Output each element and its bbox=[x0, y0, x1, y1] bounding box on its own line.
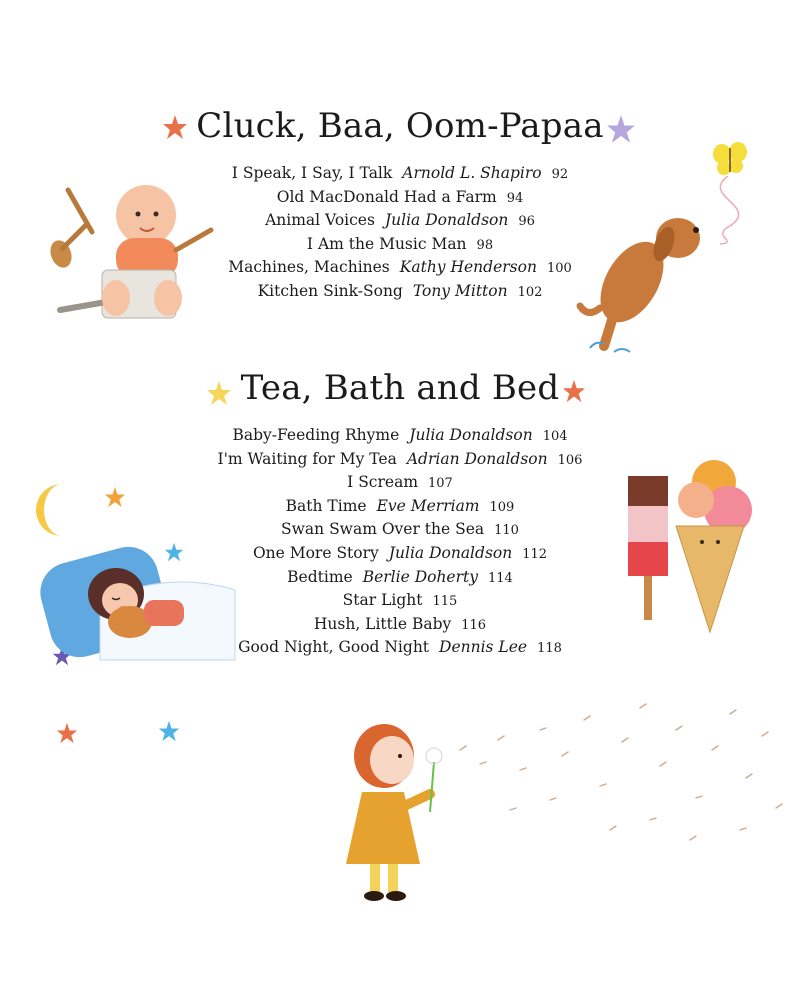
entry-page: 112 bbox=[522, 546, 548, 562]
entry-title: One More Story bbox=[252, 543, 379, 562]
entry-title: Machines, Machines bbox=[228, 258, 390, 277]
entry-author: Arnold L. Shapiro bbox=[402, 164, 542, 182]
butterfly-icon bbox=[700, 136, 770, 246]
girl-dandelion-illustration bbox=[334, 712, 454, 912]
entry-author: Julia Donaldson bbox=[409, 426, 533, 444]
entry-title: I'm Waiting for My Tea bbox=[217, 449, 397, 468]
entry-author: Adrian Donaldson bbox=[406, 449, 548, 468]
sleeping-child-illustration bbox=[40, 530, 240, 670]
star-icon bbox=[206, 380, 232, 406]
entry-title: Baby-Feeding Rhyme bbox=[232, 426, 400, 444]
entry-title: I Scream bbox=[347, 473, 419, 492]
entry-title: Hush, Little Baby bbox=[313, 614, 452, 633]
entry-page: 118 bbox=[537, 641, 562, 657]
star-icon bbox=[606, 114, 636, 144]
entry-title: Star Light bbox=[342, 591, 423, 610]
entry-author: Dennis Lee bbox=[439, 638, 528, 657]
entry-page: 115 bbox=[432, 594, 458, 610]
entry-page: 102 bbox=[517, 284, 543, 300]
entry-page: 96 bbox=[518, 214, 535, 230]
entry-page: 104 bbox=[542, 429, 568, 444]
entry-title: I Speak, I Say, I Talk bbox=[231, 164, 393, 182]
entry-page: 110 bbox=[494, 523, 519, 539]
entry-title: Old MacDonald Had a Farm bbox=[276, 187, 497, 206]
entry-page: 107 bbox=[428, 476, 453, 492]
toc-entry[interactable] bbox=[0, 424, 800, 448]
star-icon bbox=[104, 486, 126, 508]
star-icon bbox=[158, 720, 180, 742]
entry-page: 106 bbox=[557, 452, 583, 468]
entry-author: Tony Mitton bbox=[412, 281, 508, 300]
entry-title: Bath Time bbox=[285, 496, 367, 515]
ice-cream-illustration bbox=[624, 456, 754, 636]
entry-author: Julia Donaldson bbox=[384, 211, 509, 230]
entry-page: 100 bbox=[546, 261, 572, 277]
dog-illustration bbox=[570, 200, 710, 360]
entry-title: Bedtime bbox=[287, 567, 353, 586]
entry-author: Berlie Doherty bbox=[362, 567, 478, 586]
section-title-cluck: Cluck, Baa, Oom-Papaa bbox=[196, 106, 604, 146]
entry-page: 114 bbox=[488, 570, 513, 586]
dandelion-seeds-decoration bbox=[450, 690, 790, 870]
entry-title: Kitchen Sink-Song bbox=[257, 281, 403, 300]
star-icon bbox=[162, 114, 188, 140]
entry-author: Eve Merriam bbox=[376, 496, 480, 515]
entry-page: 109 bbox=[489, 499, 515, 515]
star-icon bbox=[562, 379, 586, 403]
entry-page: 92 bbox=[551, 167, 569, 182]
entry-author: Julia Donaldson bbox=[388, 543, 513, 562]
entry-title: Animal Voices bbox=[265, 211, 375, 230]
star-icon bbox=[56, 722, 78, 744]
section-title-tea: Tea, Bath and Bed bbox=[240, 368, 560, 408]
baby-drumming-illustration bbox=[46, 170, 226, 330]
entry-title: Good Night, Good Night bbox=[238, 638, 430, 657]
entry-title: Swan Swam Over the Sea bbox=[281, 520, 485, 539]
entry-page: 116 bbox=[461, 617, 487, 633]
entry-author: Kathy Henderson bbox=[399, 258, 537, 277]
entry-title: I Am the Music Man bbox=[306, 234, 467, 253]
entry-page: 98 bbox=[476, 237, 494, 253]
entry-page: 94 bbox=[506, 190, 524, 206]
